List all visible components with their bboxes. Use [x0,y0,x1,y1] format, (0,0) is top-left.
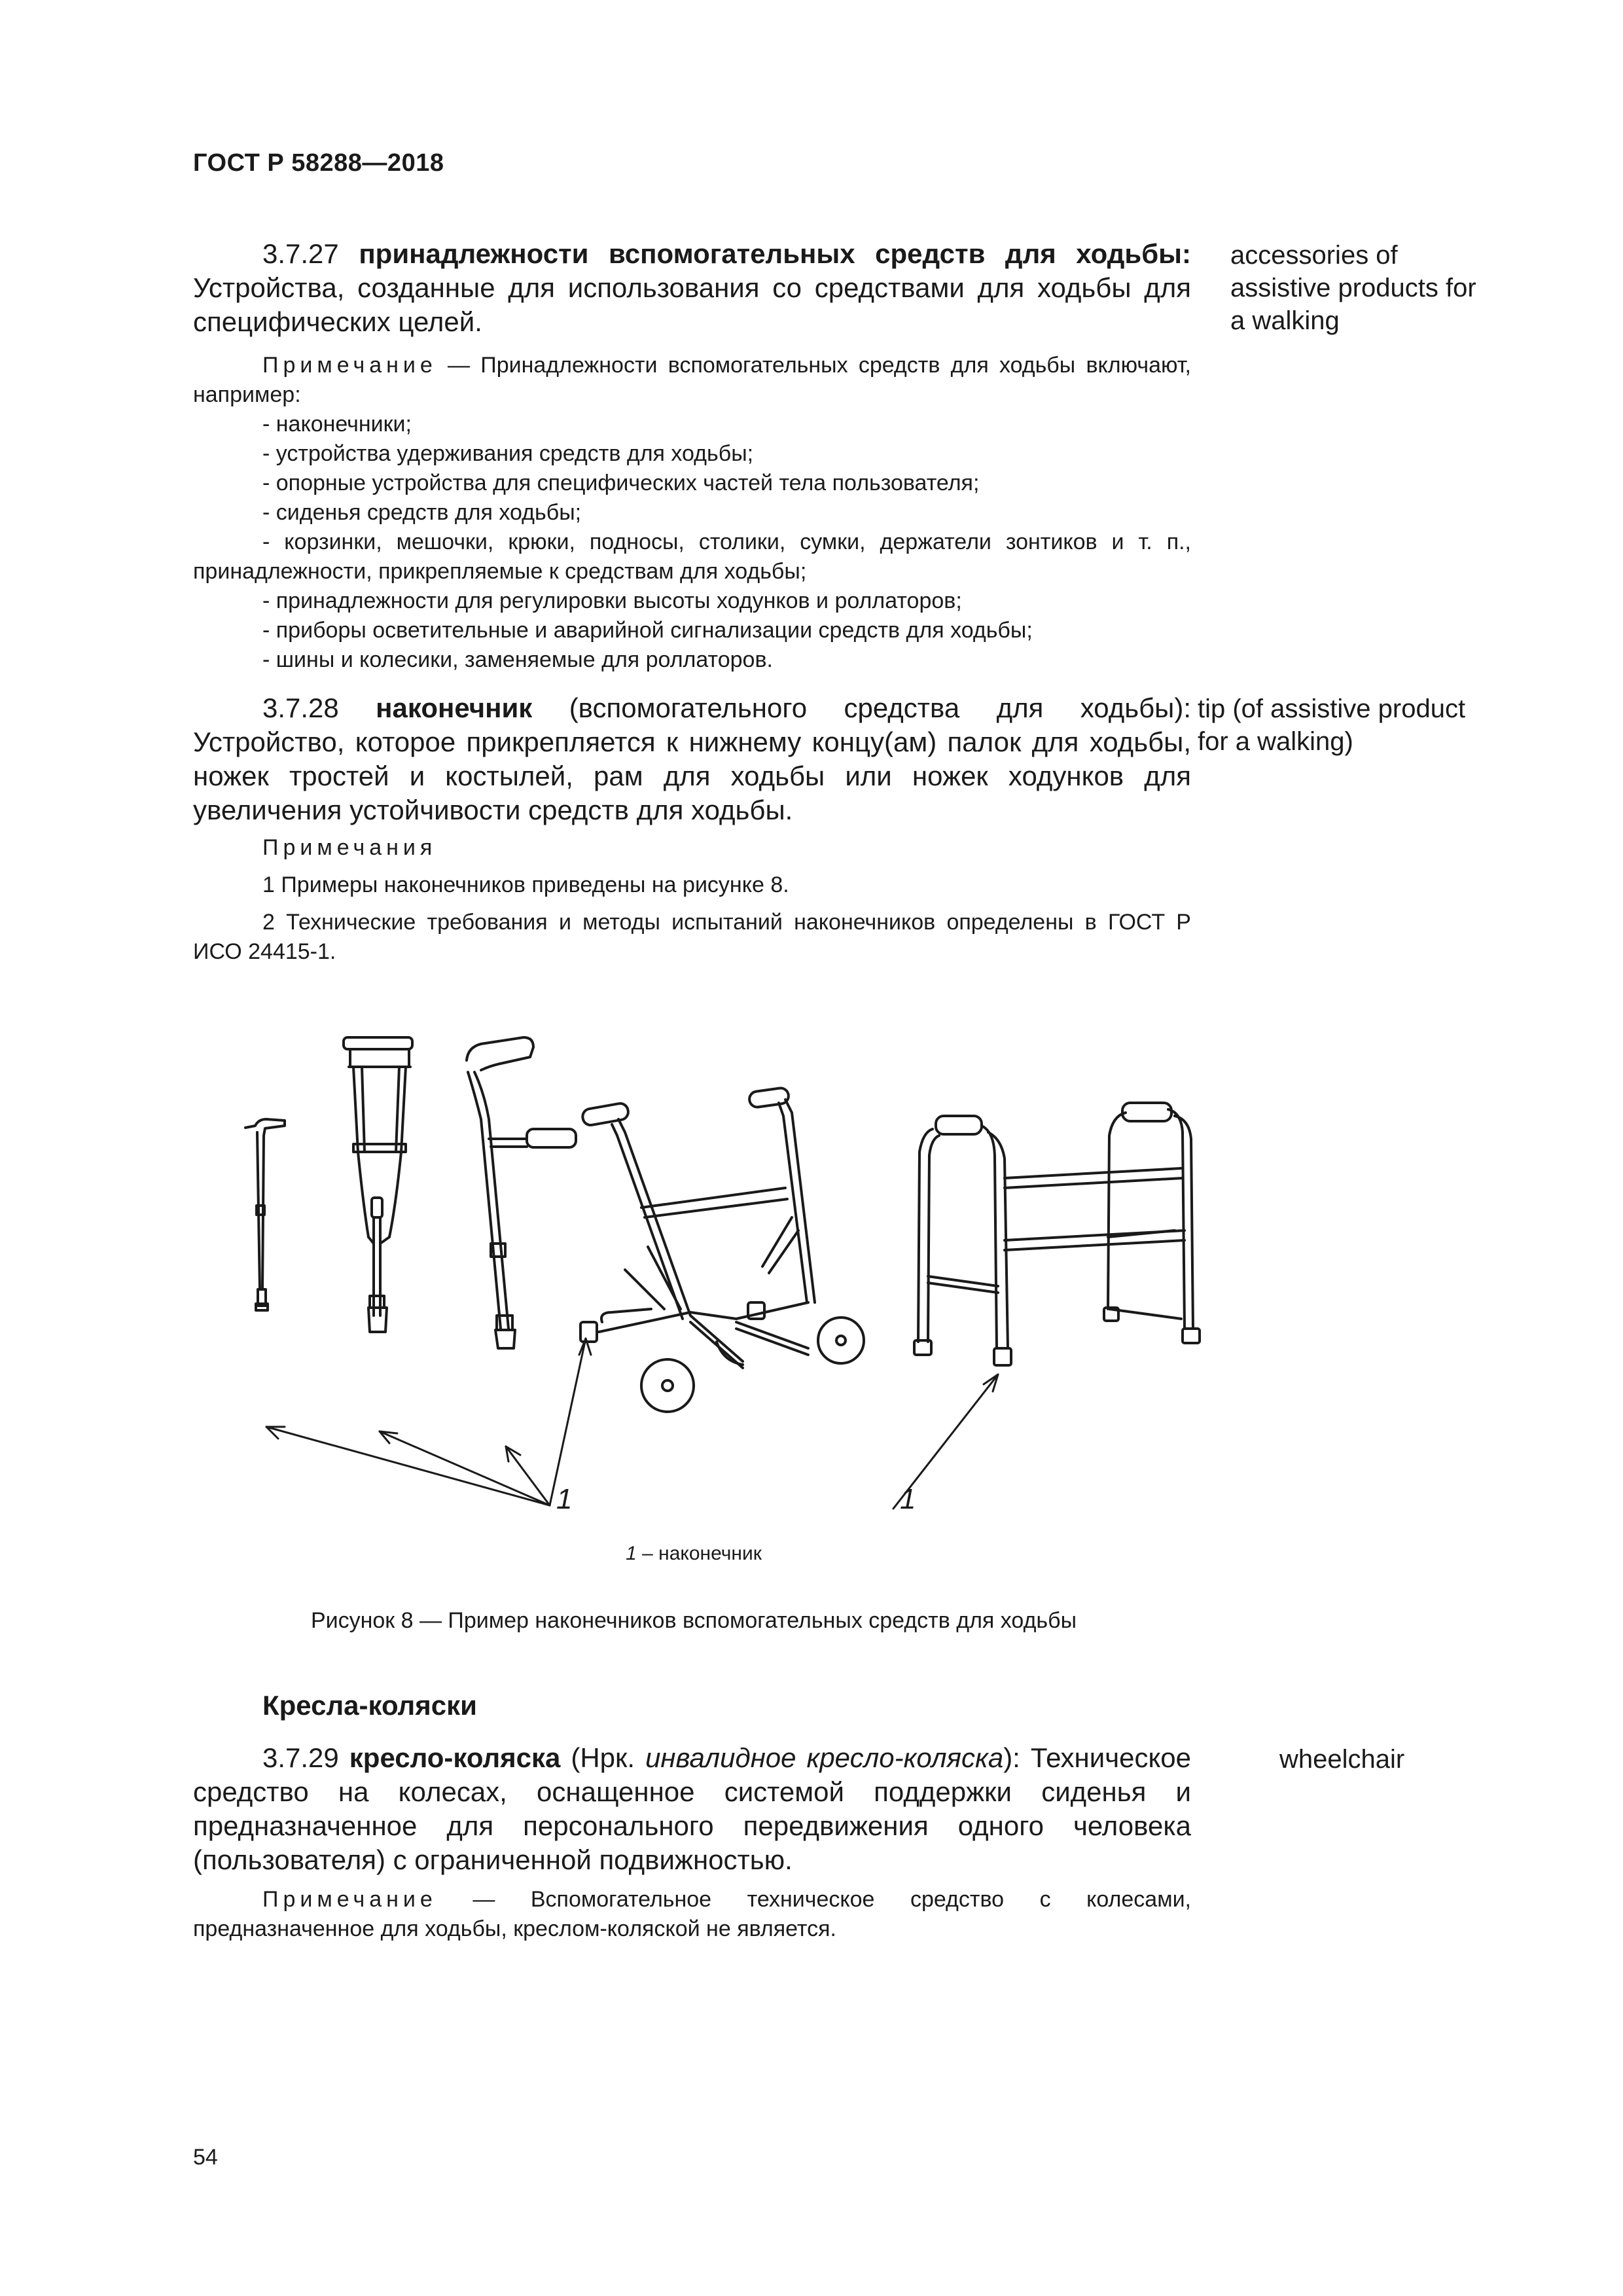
term-number: 3.7.29 [262,1742,339,1773]
note-text: — Вспомогательное техническое средство с колесами, предназначенное для ходьбы, креслом-коляской не является. [193,1887,1192,1941]
term-definition: Устройства, созданные для использования со средствами для ходьбы для специфических целей. [193,272,1191,337]
legend-text: – наконечник [636,1543,762,1564]
term-3-7-27 [193,237,1191,339]
term-3-7-29 [193,1741,1191,1877]
term-title: принадлежности вспомогательных средств для ходьбы: [359,238,1191,269]
term-title: наконечник [376,692,533,723]
leader-lines [266,1338,998,1509]
term-deprecated: инвалидное кресло-коляска [645,1742,1004,1773]
list-item: - корзинки, мешочки, крюки, подносы, столики, сумки, держатели зонтиков и т. п., принадлежности, прикрепляемые к средствам для ходьбы; [193,529,1191,584]
legend-number: 1 [626,1543,637,1564]
section-title: Кресла-коляски [262,1690,477,1721]
note-3-7-29 [193,1885,1191,1944]
notes-label: Примечания [262,835,437,860]
figure-legend [0,1543,1387,1565]
term-abbr-open: (Нрк. [571,1742,635,1773]
cane-drawing [245,1119,285,1310]
underarm-crutch-drawing [344,1037,412,1332]
term-abbr-close: ): [1003,1742,1020,1773]
list-item: - сиденья средств для ходьбы; [262,500,582,525]
term-english: wheelchair [1279,1745,1405,1774]
term-definition: Устройство, которое прикрепляется к нижнему концу(ам) палок для ходьбы, ножек тростей и костылей, рам для ходьбы или ножек ходунков для увеличения устойчивости средств для ходьбы. [193,726,1191,825]
note-1: 1 Примеры наконечников приведены на рисунке 8. [262,872,789,897]
note-text: — Принадлежности вспомогательных средств для ходьбы включают, например: [193,353,1191,407]
term-english: accessories of assistive products for a walking [1230,241,1476,335]
term-english: tip (of assistive product for a walking) [1198,694,1466,756]
walking-frame-drawing [914,1103,1200,1365]
term-number: 3.7.27 [262,238,339,269]
notes-3-7-28 [193,833,1191,967]
list-item: - приборы осветительные и аварийной сигнализации средств для ходьбы; [262,618,1033,643]
list-item: - принадлежности для регулировки высоты ходунков и роллаторов; [262,588,962,613]
list-item: - опорные устройства для специфических частей тела пользователя; [262,471,980,495]
rollator-drawing [580,1087,864,1412]
list-item: - шины и колесики, заменяемые для роллаторов. [262,647,773,672]
callout-label: 1 [900,1483,916,1515]
term-number: 3.7.28 [262,692,339,723]
note-3-7-27 [193,351,1191,675]
list-item: - наконечники; [262,412,412,437]
note-label: Примечание [262,353,437,378]
forearm-crutch-drawing [467,1037,576,1348]
term-qualifier: (вспомогательного средства для ходьбы): [569,692,1192,723]
callout-label: 1 [556,1483,573,1515]
document-header: ГОСТ Р 58288—2018 [193,149,444,177]
page-number: 54 [193,2145,218,2170]
figure-caption: Рисунок 8 — Пример наконечников вспомогательных средств для ходьбы [310,1608,1077,1633]
list-item: - устройства удерживания средств для ходьбы; [262,441,754,466]
figure-8-walking-aids [193,1021,1436,1518]
note-2: 2 Технические требования и методы испытаний наконечников определены в ГОСТ Р ИСО 24415-1. [193,910,1191,964]
term-title: кресло-коляска [349,1742,561,1773]
term-definition: Техническое средство на колесах, оснащенное системой поддержки сиденья и предназначенное для персонального передвижения одного человека (пользователя) с ограниченной подвижностью. [193,1742,1192,1875]
note-label: Примечание [262,1887,437,1912]
term-3-7-28 [193,691,1191,827]
